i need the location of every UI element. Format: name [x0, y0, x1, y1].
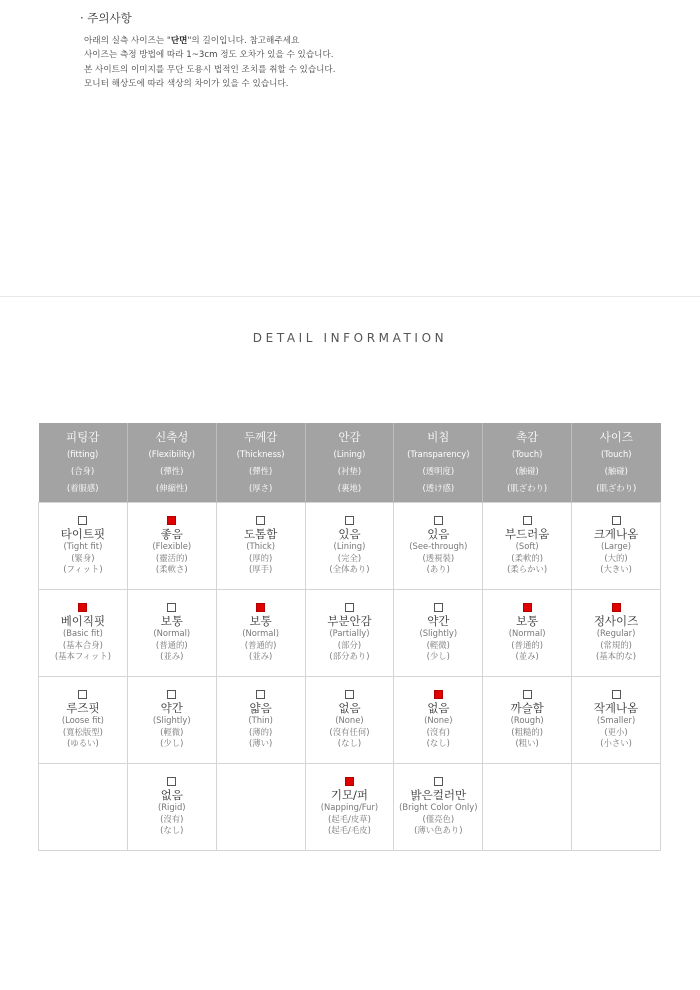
table-cell — [305, 764, 394, 851]
unchecked-box-icon — [78, 516, 87, 525]
option-translation: (輕微) — [160, 726, 184, 737]
option-translation: (沒有任何) — [329, 726, 370, 737]
option-translation: (None) — [335, 715, 364, 726]
option-translation: (粗い) — [515, 738, 539, 749]
option-item — [483, 516, 571, 576]
unchecked-box-icon — [523, 690, 532, 699]
checked-box-icon — [256, 603, 265, 612]
option-label: 보통 — [160, 614, 183, 629]
option-translation: (あり) — [426, 564, 450, 575]
option-translation: (透視裝) — [422, 552, 455, 563]
detail-information-table — [38, 423, 661, 851]
table-cell — [216, 590, 305, 677]
column-header-en: (Touch) — [600, 449, 632, 459]
notice-line: 사이즈는 측정 방법에 따라 1~3cm 정도 오차가 있을 수 있습니다. — [84, 50, 334, 61]
option-translation: (Normal) — [153, 628, 191, 639]
unchecked-box-icon — [167, 690, 176, 699]
option-translation: (フィット) — [63, 564, 103, 575]
option-translation: (靈活的) — [155, 552, 188, 563]
column-header — [572, 423, 661, 503]
column-header-zh: (触碰) — [604, 466, 628, 476]
option-translation: (Regular) — [596, 628, 636, 639]
option-translation: (Rough) — [510, 715, 544, 726]
option-translation: (沒有) — [160, 813, 184, 824]
option-label: 부드러움 — [504, 527, 550, 542]
column-header-zh: (衬垫) — [337, 466, 362, 476]
option-translation: (全体あり) — [329, 564, 370, 575]
column-header-zh: (彈性) — [160, 466, 184, 476]
option-translation: (普通的) — [511, 639, 543, 650]
option-translation: (薄い色あり) — [414, 825, 463, 836]
option-translation: (薄的) — [248, 726, 273, 737]
option-label: 타이트핏 — [60, 527, 106, 542]
option-translation: (部分あり) — [329, 651, 370, 662]
option-translation: (普通的) — [155, 639, 188, 650]
option-label: 있음 — [338, 527, 361, 542]
option-translation: (Bright Color Only) — [399, 802, 478, 813]
column-header-title: 신축성 — [155, 430, 189, 444]
option-translation: (Soft) — [515, 541, 539, 552]
option-label: 베이직핏 — [60, 614, 106, 629]
option-label: 작게나옴 — [593, 701, 639, 716]
table-cell — [572, 677, 661, 764]
table-cell — [127, 764, 216, 851]
checked-box-icon — [78, 603, 87, 612]
option-label: 정사이즈 — [593, 614, 639, 629]
column-header-zh: (透明度) — [422, 466, 455, 476]
notice-section — [80, 10, 335, 92]
option-item — [128, 603, 216, 663]
option-translation: (小さい) — [600, 738, 632, 749]
option-translation: (普通的) — [244, 639, 277, 650]
option-label: 약간 — [160, 701, 183, 716]
option-translation: (少し) — [160, 738, 184, 749]
option-translation: (起毛/毛皮) — [328, 825, 371, 836]
table-cell — [572, 590, 661, 677]
option-translation: (緊身) — [71, 552, 95, 563]
table-cell — [483, 677, 572, 764]
option-translation: (基本合身) — [62, 639, 103, 650]
column-header-zh: (彈性) — [248, 466, 273, 476]
column-header — [483, 423, 572, 503]
option-translation: (並み) — [515, 651, 539, 662]
option-item — [306, 516, 394, 576]
option-label: 보통 — [249, 614, 272, 629]
column-header-title: 사이즈 — [599, 430, 633, 444]
table-cell — [39, 677, 128, 764]
option-translation: (なし) — [426, 738, 450, 749]
option-translation: (Napping/Fur) — [320, 802, 379, 813]
checked-box-icon — [612, 603, 621, 612]
table-cell — [572, 764, 661, 851]
table-cell — [483, 590, 572, 677]
table-cell — [39, 764, 128, 851]
unchecked-box-icon — [345, 516, 354, 525]
unchecked-box-icon — [78, 690, 87, 699]
unchecked-box-icon — [434, 516, 443, 525]
option-translation: (基本フィット) — [54, 651, 111, 662]
unchecked-box-icon — [434, 777, 443, 786]
option-translation: (Basic fit) — [62, 628, 103, 639]
notice-line: 모니터 해상도에 따라 색상의 차이가 있을 수 있습니다. — [84, 79, 289, 90]
checked-box-icon — [167, 516, 176, 525]
column-header-jp: (透け感) — [422, 483, 455, 493]
table-cell — [483, 764, 572, 851]
option-translation: (粗糙的) — [511, 726, 543, 737]
column-header-jp: (厚さ) — [248, 483, 273, 493]
table-cell — [394, 764, 483, 851]
column-header-en: (Touch) — [511, 449, 543, 459]
column-header-en: (fitting) — [67, 449, 99, 459]
table-row — [39, 503, 661, 590]
option-item — [394, 603, 482, 663]
option-label: 밝은컬러만 — [410, 788, 467, 803]
table-body — [39, 503, 661, 851]
option-translation: (Slightly) — [152, 715, 191, 726]
section-divider — [0, 296, 700, 297]
column-header-zh: (触碰) — [515, 466, 539, 476]
unchecked-box-icon — [612, 516, 621, 525]
table-cell — [127, 590, 216, 677]
option-translation: (更小) — [604, 726, 628, 737]
option-item — [483, 603, 571, 663]
option-label: 있음 — [427, 527, 450, 542]
checked-box-icon — [345, 777, 354, 786]
option-label: 없음 — [338, 701, 361, 716]
option-translation: (部分) — [337, 639, 362, 650]
option-item — [394, 690, 482, 750]
option-item — [306, 603, 394, 663]
checked-box-icon — [434, 690, 443, 699]
table-cell — [127, 503, 216, 590]
option-translation: (少し) — [426, 651, 450, 662]
option-translation: (Lining) — [333, 541, 366, 552]
unchecked-box-icon — [256, 690, 265, 699]
option-label: 부분안감 — [327, 614, 372, 629]
option-translation: (なし) — [337, 738, 362, 749]
option-label: 보통 — [516, 614, 539, 629]
unchecked-box-icon — [167, 777, 176, 786]
column-header-jp: (伸縮性) — [155, 483, 188, 493]
option-item — [572, 603, 660, 663]
notice-lines — [84, 34, 335, 92]
option-translation: (柔軟さ) — [155, 564, 188, 575]
option-label: 도톰함 — [243, 527, 278, 542]
option-translation: (Smaller) — [596, 715, 636, 726]
table-cell — [39, 503, 128, 590]
option-item — [306, 690, 394, 750]
notice-line — [84, 34, 335, 48]
option-item — [39, 516, 127, 576]
option-translation: (輕微) — [426, 639, 450, 650]
option-translation: (See-through) — [409, 541, 468, 552]
option-translation: (Thick) — [246, 541, 275, 552]
table-cell — [39, 590, 128, 677]
table-cell — [394, 503, 483, 590]
option-translation: (常規的) — [600, 639, 632, 650]
option-translation: (Large) — [600, 541, 632, 552]
option-translation: (Loose fit) — [61, 715, 104, 726]
table-cell — [483, 503, 572, 590]
option-label: 얇음 — [249, 701, 272, 716]
option-item — [39, 690, 127, 750]
option-translation: (Rigid) — [157, 802, 186, 813]
table-cell — [394, 677, 483, 764]
notice-title: · 주의사항 — [80, 11, 132, 25]
option-translation: (起毛/皮草) — [328, 813, 371, 824]
table-cell — [305, 503, 394, 590]
column-header-jp: (着服感) — [66, 483, 99, 493]
option-label: 기모/퍼 — [330, 788, 369, 803]
option-translation: (並み) — [160, 651, 184, 662]
option-label: 없음 — [427, 701, 450, 716]
column-header-zh: (合身) — [71, 466, 95, 476]
notice-bold-text: 단면 — [170, 36, 188, 46]
option-item — [217, 516, 305, 576]
column-header-title: 두께감 — [243, 430, 278, 444]
option-label: 루즈핏 — [66, 701, 100, 716]
option-label: 좋음 — [160, 527, 183, 542]
table-cell — [305, 677, 394, 764]
checked-box-icon — [523, 603, 532, 612]
option-item — [39, 603, 127, 663]
column-header-jp: (肌ざわり) — [596, 483, 637, 493]
table-header-row — [39, 423, 661, 503]
option-item — [217, 603, 305, 663]
column-header-en: (Thickness) — [236, 449, 285, 459]
unchecked-box-icon — [167, 603, 176, 612]
column-header — [394, 423, 483, 503]
column-header-en: (Lining) — [333, 449, 366, 459]
option-translation: (Thin) — [248, 715, 273, 726]
option-item — [394, 516, 482, 576]
column-header-title: 피팅감 — [66, 430, 100, 444]
table-cell — [216, 764, 305, 851]
option-label: 까슬함 — [510, 701, 544, 716]
column-header — [127, 423, 216, 503]
column-header-title: 비침 — [427, 430, 450, 444]
option-item — [572, 690, 660, 750]
table-cell — [127, 677, 216, 764]
option-translation: (柔らかい) — [507, 564, 548, 575]
option-translation: (Flexible) — [152, 541, 192, 552]
option-item — [128, 516, 216, 576]
option-label: 크게나옴 — [593, 527, 639, 542]
option-translation: (Partially) — [329, 628, 370, 639]
column-header-jp: (裏地) — [337, 483, 362, 493]
option-translation: (Slightly) — [419, 628, 458, 639]
option-translation: (寬松版型) — [62, 726, 103, 737]
option-translation: (ゆるい) — [67, 738, 99, 749]
option-translation: (Normal) — [508, 628, 546, 639]
table-cell — [216, 677, 305, 764]
unchecked-box-icon — [345, 690, 354, 699]
option-translation: (並み) — [248, 651, 273, 662]
option-translation: (大きい) — [600, 564, 632, 575]
option-label: 없음 — [160, 788, 183, 803]
option-item — [572, 516, 660, 576]
unchecked-box-icon — [612, 690, 621, 699]
option-translation: (基本的な) — [596, 651, 637, 662]
column-header — [39, 423, 128, 503]
option-translation: (僅亮色) — [422, 813, 455, 824]
option-translation: (柔軟的) — [511, 552, 543, 563]
column-header-en: (Transparency) — [407, 449, 470, 459]
table-cell — [216, 503, 305, 590]
unchecked-box-icon — [345, 603, 354, 612]
notice-line-text: "의 길이입니다. 참고해주세요 — [187, 36, 300, 46]
unchecked-box-icon — [256, 516, 265, 525]
option-label: 약간 — [427, 614, 450, 629]
column-header-title: 촉감 — [516, 430, 539, 444]
option-item — [394, 777, 482, 837]
notice-line: 본 사이트의 이미지를 무단 도용시 법적인 조치를 취할 수 있습니다. — [84, 64, 336, 75]
option-translation: (完全) — [337, 552, 362, 563]
option-translation: (厚手) — [248, 564, 273, 575]
table-row — [39, 677, 661, 764]
option-translation: (Tight fit) — [63, 541, 103, 552]
unchecked-box-icon — [434, 603, 443, 612]
option-translation: (沒有) — [426, 726, 450, 737]
table-cell — [305, 590, 394, 677]
option-item — [306, 777, 394, 837]
option-translation: (薄い) — [248, 738, 273, 749]
option-item — [217, 690, 305, 750]
table-row — [39, 590, 661, 677]
table-row — [39, 764, 661, 851]
notice-line-text: 아래의 실측 사이즈는 " — [84, 36, 171, 46]
column-header-en: (Flexibility) — [148, 449, 196, 459]
column-header — [305, 423, 394, 503]
option-translation: (None) — [424, 715, 453, 726]
option-translation: (なし) — [160, 825, 184, 836]
column-header-title: 안감 — [338, 430, 361, 444]
option-translation: (Normal) — [242, 628, 280, 639]
option-item — [483, 690, 571, 750]
column-header-jp: (肌ざわり) — [507, 483, 548, 493]
option-item — [128, 777, 216, 837]
table-cell — [572, 503, 661, 590]
table-cell — [394, 590, 483, 677]
option-translation: (厚的) — [248, 552, 273, 563]
column-header — [216, 423, 305, 503]
unchecked-box-icon — [523, 516, 532, 525]
option-item — [128, 690, 216, 750]
detail-information-title: DETAIL INFORMATION — [252, 331, 448, 345]
option-translation: (大的) — [604, 552, 628, 563]
